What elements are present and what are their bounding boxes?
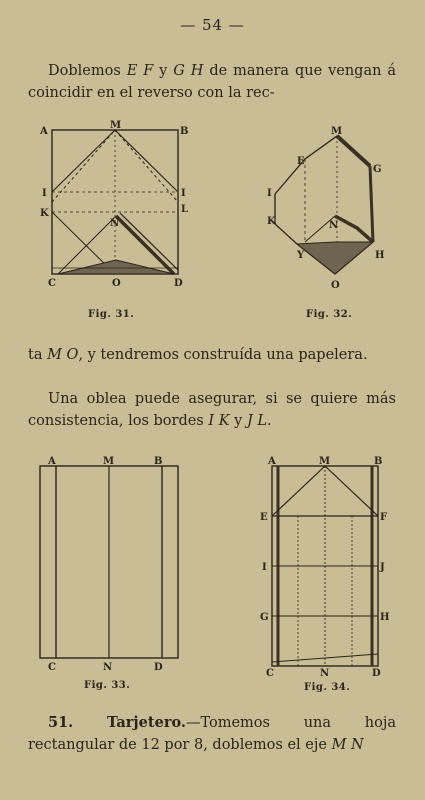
section-number: 51.: [48, 714, 74, 731]
math-ef: E F: [126, 63, 154, 79]
math-mn: M N: [331, 737, 364, 753]
label-y: Y: [297, 250, 305, 261]
label-o: O: [331, 280, 340, 291]
label-d: D: [154, 662, 163, 673]
label-k: K: [267, 216, 276, 227]
label-d: D: [174, 278, 183, 289]
label-g: G: [373, 164, 382, 175]
text: de manera que vengan á coincidir en el reverso con la rec-: [28, 63, 396, 101]
label-c: C: [48, 662, 56, 673]
figure-34: [258, 454, 398, 679]
text: —Tomemos una hoja rectangular de 12 por 8, doblemos el eje: [28, 715, 397, 753]
label-j: J: [380, 562, 385, 573]
figure-33: [30, 452, 190, 677]
label-b: B: [154, 456, 163, 467]
label-g: G: [260, 612, 269, 623]
label-e: E: [260, 512, 268, 523]
text: .: [267, 413, 272, 429]
label-n: N: [110, 218, 120, 229]
caption-fig-33: Fig. 33.: [84, 680, 131, 691]
paragraph-tarjetero: [28, 712, 396, 756]
label-h: H: [380, 612, 390, 623]
label-a: A: [40, 126, 48, 137]
label-m: M: [110, 120, 122, 131]
text: Una oblea puede asegurar, si se quiere más consistencia, los bordes: [28, 391, 396, 429]
paragraph-oblea: [28, 388, 396, 432]
label-f: F: [380, 512, 388, 523]
paragraph-fold-instruction: [28, 60, 396, 104]
label-h: H: [375, 250, 385, 261]
caption-fig-32: Fig. 32.: [306, 309, 353, 320]
math-gh: G H: [173, 63, 204, 79]
math-mo: M O: [47, 347, 79, 363]
label-l: L: [181, 204, 189, 215]
caption-fig-31: Fig. 31.: [88, 309, 135, 320]
label-c: C: [48, 278, 56, 289]
label-b: B: [374, 456, 383, 467]
label-o: O: [112, 278, 121, 289]
label-a: A: [48, 456, 56, 467]
figure-32: [265, 124, 395, 294]
figure-31: [36, 120, 196, 290]
label-m: M: [331, 126, 343, 137]
text: y: [229, 413, 247, 429]
label-b: B: [180, 126, 189, 137]
label-i: I: [262, 562, 267, 573]
label-n: N: [320, 668, 330, 679]
text: ta: [28, 347, 48, 363]
page-number: — 54 —: [180, 16, 245, 34]
section-title: Tarjetero.: [107, 714, 186, 731]
label-c: C: [266, 668, 274, 679]
label-n: N: [103, 662, 113, 673]
label-i: I: [42, 188, 47, 199]
label-k: K: [40, 208, 49, 219]
math-ik: I K: [208, 413, 230, 429]
text: , y tendremos construída una papelera.: [78, 347, 368, 363]
math-jl: J L: [246, 413, 268, 429]
text: Doblemos: [48, 63, 127, 79]
label-j: I: [181, 188, 186, 199]
label-d: D: [372, 668, 381, 679]
paragraph-result: [28, 344, 396, 366]
label-m: M: [103, 456, 115, 467]
label-e: E: [297, 156, 305, 167]
label-n: N: [329, 220, 339, 231]
label-m: M: [319, 456, 331, 467]
text: y: [153, 63, 174, 79]
label-i: I: [267, 188, 272, 199]
label-a: A: [268, 456, 276, 467]
caption-fig-34: Fig. 34.: [304, 682, 351, 693]
